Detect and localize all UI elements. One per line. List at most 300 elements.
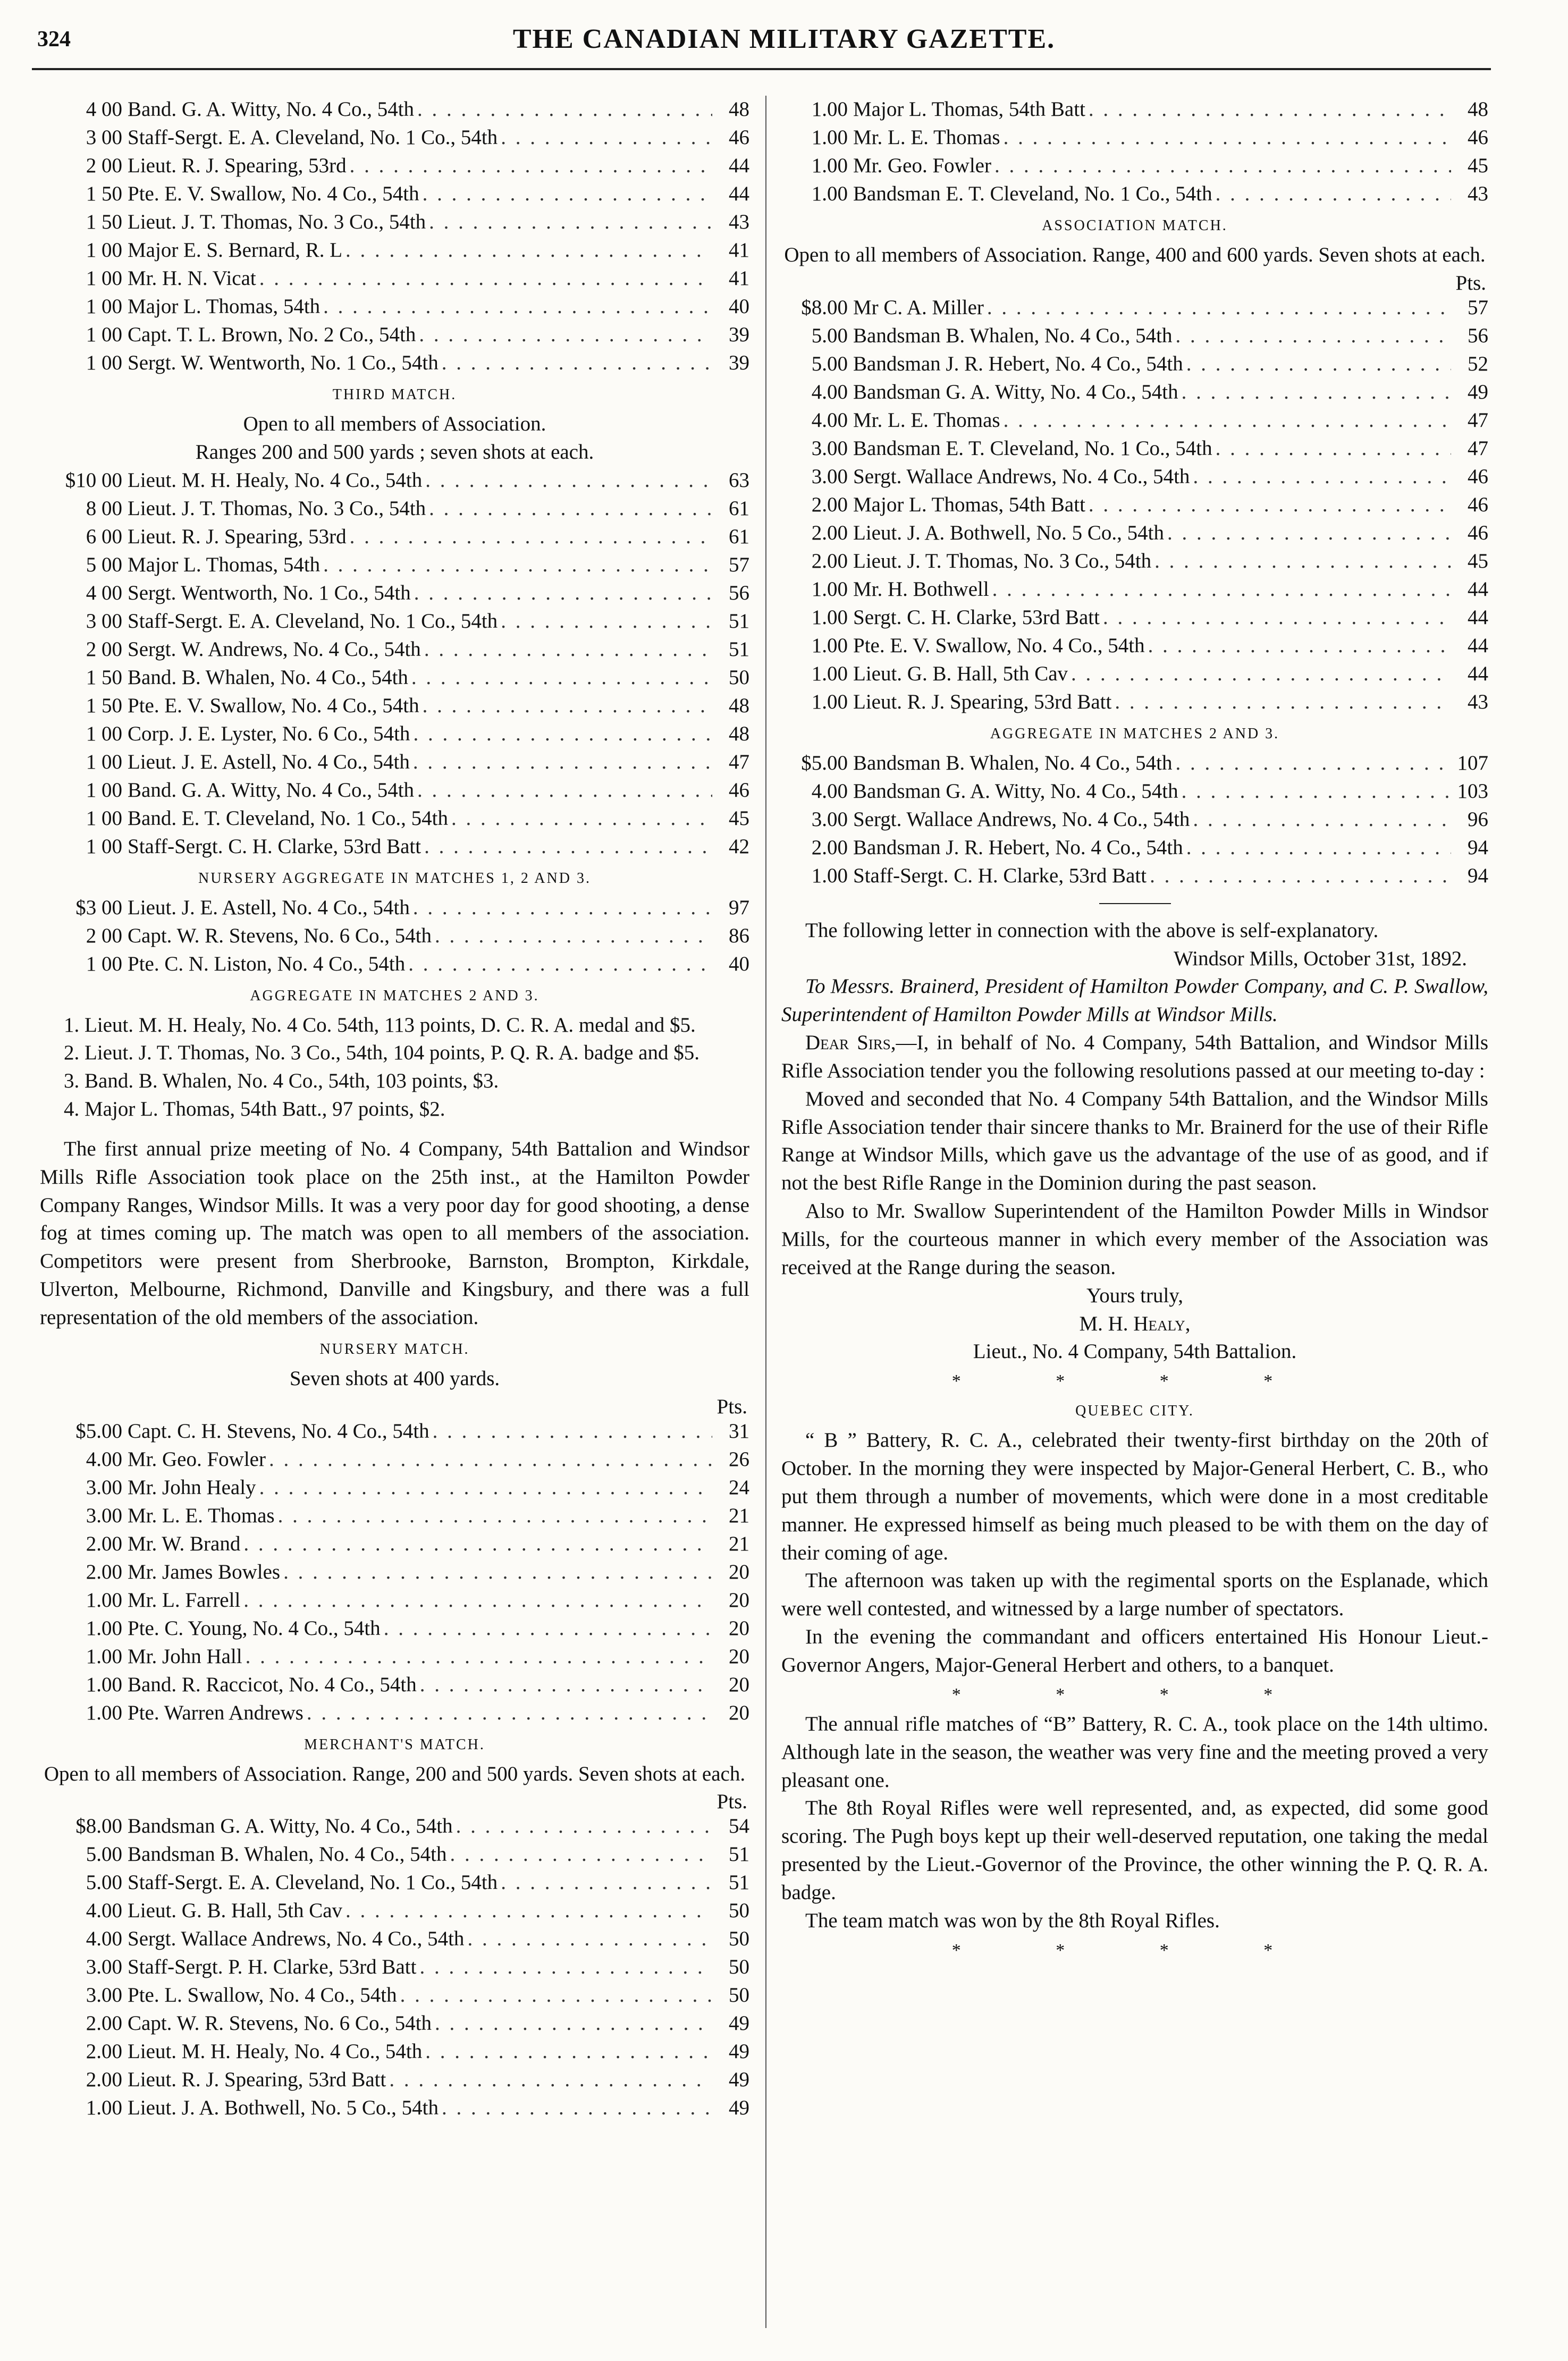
prize-row [781, 834, 1488, 862]
points-value: 50 [729, 665, 749, 689]
prize-amount: 4 00 [86, 98, 122, 121]
prize-amount: 5.00 [86, 1843, 122, 1866]
leader-dots [1145, 632, 1451, 660]
prize-amount: 1.00 [811, 605, 848, 629]
competitor-name: Pte. C. Young, No. 4 Co., 54th [128, 1616, 381, 1640]
prize-row [40, 1502, 749, 1530]
leader-dots [416, 321, 712, 349]
leader-dots [347, 523, 712, 551]
points-value: 86 [729, 924, 749, 947]
prize-amount: 2.00 [86, 1560, 122, 1583]
prize-row [40, 2010, 749, 2038]
prize-amount: $8.00 [801, 296, 848, 319]
prize-row [781, 660, 1488, 688]
section-subtitle: Open to all members of Association. Range, 200 and 500 yards. Seven shots at each. [44, 1762, 746, 1785]
competitor-name: Lieut. G. B. Hall, 5th Cav [128, 1899, 343, 1922]
points-value: 44 [1468, 605, 1488, 629]
prize-amount: 4.00 [86, 1447, 122, 1471]
article-paragraph: “ B ” Battery, R. C. A., celebrated their twenty-first birthday on the 20th of October. In the morning they were inspected by Major-General Herbert, C. B., who put them through a number of movements, which were done in a most creditable manner. He expressed himself as being much pleased to be with them on the day of their coming of age. [781, 1429, 1488, 1564]
competitor-name: Major L. Thomas, 54th [128, 295, 321, 318]
prize-row [40, 1925, 749, 1953]
prize-row [781, 124, 1488, 152]
points-value: 50 [729, 1955, 749, 1979]
letter-text: —I, in behalf of No. 4 Company, 54th Battalion, and Windsor Mills Rifle Association tender you the following resolutions passed at our meeting to-day : [781, 1031, 1488, 1082]
leader-dots [1068, 660, 1451, 688]
leader-dots [347, 152, 712, 180]
competitor-name: Bandsman J. R. Hebert, No. 4 Co., 54th [853, 836, 1183, 859]
prize-row [40, 293, 749, 321]
leader-dots [426, 495, 712, 523]
leader-dots [1212, 435, 1451, 463]
competitor-name: Mr C. A. Miller [853, 296, 984, 319]
leader-dots [439, 349, 712, 377]
leader-dots [320, 293, 712, 321]
letter-signer-title: Lieut., No. 4 Company, 54th Battalion. [973, 1340, 1297, 1363]
prize-amount: 4.00 [811, 779, 848, 803]
prize-amount: 1 00 [86, 323, 122, 346]
points-value: 20 [729, 1616, 749, 1640]
prize-row [781, 491, 1488, 519]
competitor-name: Capt. C. H. Stevens, No. 4 Co., 54th [128, 1419, 429, 1443]
points-value: 51 [729, 1871, 749, 1894]
leader-dots [397, 1981, 712, 2010]
leader-dots [240, 1530, 712, 1558]
leader-dots [1085, 96, 1451, 124]
leader-dots [421, 636, 712, 664]
competitor-name: Bandsman B. Whalen, No. 4 Co., 54th [853, 751, 1173, 774]
prize-amount: $10 00 [65, 468, 122, 492]
prize-amount: 1 00 [86, 722, 122, 745]
competitor-name: Mr. L. E. Thomas [853, 126, 1000, 149]
article-paragraph: The annual rifle matches of “B” Battery, R. C. A., took place on the 14th ultimo. Although late in the season, the weather was very fine and the meeting proved a very pleasant one. [781, 1712, 1488, 1792]
letter-intro: The following letter in connection with the above is self-explanatory. [805, 918, 1379, 942]
leader-dots [275, 1502, 712, 1530]
competitor-name: Lieut. R. J. Spearing, 53rd [128, 525, 347, 548]
prize-amount: 1.00 [86, 1673, 122, 1696]
prize-amount: 1 00 [86, 750, 122, 773]
prize-row [40, 321, 749, 349]
points-value: 48 [729, 722, 749, 745]
points-value: 54 [729, 1815, 749, 1838]
prize-amount: 1.00 [811, 662, 848, 685]
leader-dots [1190, 463, 1451, 491]
aggregate-item: 2. Lieut. J. T. Thomas, No. 3 Co., 54th, 104 points, P. Q. R. A. badge and $5. [64, 1041, 699, 1065]
leader-dots [1085, 491, 1451, 519]
prize-row [40, 748, 749, 777]
letter-address: To Messrs. Brainerd, President of Hamilton Powder Company, and C. P. Swallow, Superintendent of Hamilton Powder Mills at Windsor Mills. [781, 975, 1488, 1026]
prize-amount: $5.00 [801, 751, 848, 774]
leader-dots [432, 2010, 712, 2038]
points-value: 43 [729, 210, 749, 233]
prize-list [40, 96, 749, 377]
competitor-name: Major L. Thomas, 54th Batt [853, 493, 1085, 516]
prize-row [781, 749, 1488, 778]
competitor-name: Mr. W. Brand [128, 1532, 241, 1555]
competitor-name: Lieut. M. H. Healy, No. 4 Co., 54th [128, 2040, 423, 2063]
competitor-name: Bandsman J. R. Hebert, No. 4 Co., 54th [853, 352, 1183, 375]
competitor-name: Mr. L. E. Thomas [128, 1504, 275, 1527]
prize-row [40, 265, 749, 293]
prize-row [40, 1615, 749, 1643]
letter-closing: Yours truly, [1086, 1284, 1184, 1307]
competitor-name: Staff-Sergt. E. A. Cleveland, No. 1 Co., 54th [128, 1871, 498, 1894]
prize-amount: 1.00 [811, 690, 848, 713]
points-value: 43 [1468, 182, 1488, 205]
prize-row [40, 777, 749, 805]
leader-dots [1183, 834, 1451, 862]
prize-amount: 2.00 [86, 2040, 122, 2063]
prize-amount: $5.00 [75, 1419, 122, 1443]
leader-dots [240, 1587, 712, 1615]
prize-amount: $8.00 [75, 1815, 122, 1838]
prize-list [781, 96, 1488, 208]
competitor-name: Lieut. J. T. Thomas, No. 3 Co., 54th [128, 210, 426, 233]
points-value: 40 [729, 952, 749, 975]
competitor-name: Staff-Sergt. E. A. Cleveland, No. 1 Co., 54th [128, 609, 498, 633]
points-value: 46 [1468, 493, 1488, 516]
leader-dots [410, 748, 712, 777]
competitor-name: Mr. H. N. Vicat [128, 267, 256, 290]
prize-amount: 2.00 [86, 2012, 122, 2035]
competitor-name: Pte. Warren Andrews [128, 1701, 304, 1724]
competitor-name: Lieut. J. T. Thomas, No. 3 Co., 54th [128, 496, 426, 520]
prize-row [781, 519, 1488, 547]
section-heading: AGGREGATE IN MATCHES 2 AND 3. [990, 725, 1280, 742]
competitor-name: Sergt. C. H. Clarke, 53rd Batt [853, 605, 1100, 629]
prize-amount: 4.00 [811, 408, 848, 432]
leader-dots [1164, 519, 1451, 547]
prize-row [40, 495, 749, 523]
prize-row [40, 720, 749, 748]
article-paragraph: The afternoon was taken up with the regimental sports on the Esplanade, which were well contested, and witnessed by a large number of spectators. [781, 1569, 1488, 1621]
prize-amount: 1 00 [86, 239, 122, 262]
leader-dots [1172, 322, 1451, 350]
competitor-name: Lieut. R. J. Spearing, 53rd Batt [128, 2068, 386, 2092]
prize-row [40, 180, 749, 208]
prize-row [40, 692, 749, 720]
leader-dots [342, 1897, 712, 1925]
prize-amount: 1.00 [811, 98, 848, 121]
prize-row [781, 294, 1488, 322]
prize-row [40, 1897, 749, 1925]
leader-dots [422, 467, 712, 495]
points-value: 56 [1468, 324, 1488, 347]
points-value: 57 [1468, 296, 1488, 319]
leader-dots [498, 1869, 712, 1897]
section-heading: AGGREGATE IN MATCHES 2 AND 3. [250, 987, 539, 1004]
competitor-name: Lieut. J. A. Bothwell, No. 5 Co., 54th [128, 2096, 439, 2120]
leader-dots [429, 1418, 712, 1446]
points-value: 46 [1468, 465, 1488, 488]
prize-amount: 1 00 [86, 295, 122, 318]
leader-dots [991, 152, 1451, 180]
leader-dots [426, 208, 712, 237]
prize-row [40, 208, 749, 237]
prize-amount: 1 50 [86, 182, 122, 205]
competitor-name: Major L. Thomas, 54th [128, 553, 321, 576]
leader-dots [1147, 862, 1451, 890]
prize-amount: 2.00 [811, 549, 848, 572]
leader-dots [1100, 604, 1451, 632]
points-column-label: Pts. [716, 1790, 747, 1814]
competitor-name: Sergt. W. Wentworth, No. 1 Co., 54th [128, 351, 439, 374]
left-column [40, 96, 749, 2122]
prize-row [781, 862, 1488, 890]
prize-amount: 4.00 [86, 1899, 122, 1922]
competitor-name: Pte. E. V. Swallow, No. 4 Co., 54th [128, 694, 419, 717]
section-rule [1099, 903, 1171, 904]
leader-dots [1183, 350, 1451, 378]
section-heading: THIRD MATCH. [332, 386, 457, 403]
points-value: 50 [729, 1899, 749, 1922]
leader-dots [984, 294, 1451, 322]
leader-dots [421, 833, 712, 861]
prize-row [781, 806, 1488, 834]
points-value: 47 [729, 750, 749, 773]
prize-row [40, 636, 749, 664]
points-value: 48 [729, 98, 749, 121]
points-value: 43 [1468, 690, 1488, 713]
points-value: 31 [729, 1419, 749, 1443]
prize-row [40, 1869, 749, 1897]
competitor-name: Staff-Sergt. C. H. Clarke, 53rd Batt [853, 864, 1147, 887]
prize-row [40, 2066, 749, 2094]
competitor-name: Major L. Thomas, 54th Batt [853, 98, 1085, 121]
right-column [781, 96, 1488, 1966]
competitor-name: Band. R. Raccicot, No. 4 Co., 54th [128, 1673, 417, 1696]
prize-row [40, 950, 749, 979]
competitor-name: Pte. E. V. Swallow, No. 4 Co., 54th [853, 634, 1145, 657]
points-value: 44 [1468, 662, 1488, 685]
prize-row [40, 523, 749, 551]
article-paragraph: The 8th Royal Rifles were well represented, and, as expected, did some good scoring. The Pugh boys kept up their well-deserved reputation, one taking the medal presented by the Lieut.-Governor of the Province, the other winning the P. Q. R. A. badge. [781, 1797, 1488, 1904]
points-value: 50 [729, 1984, 749, 2007]
prize-amount: 1 00 [86, 778, 122, 802]
competitor-name: Mr. Geo. Fowler [128, 1447, 266, 1471]
prize-row [40, 1530, 749, 1558]
prize-amount: 1.00 [811, 126, 848, 149]
prize-amount: 1.00 [811, 864, 848, 887]
prize-list [40, 467, 749, 861]
prize-row [40, 1587, 749, 1615]
prize-row [781, 604, 1488, 632]
prize-amount: 1.00 [811, 577, 848, 601]
prize-row [40, 237, 749, 265]
article-paragraph: The team match was won by the 8th Royal Rifles. [805, 1909, 1220, 1932]
leader-dots [1000, 407, 1451, 435]
prize-row [781, 407, 1488, 435]
prize-amount: 1 00 [86, 351, 122, 374]
section-heading: MERCHANT'S MATCH. [304, 1736, 485, 1753]
section-heading: QUEBEC CITY. [1075, 1403, 1194, 1420]
letter-paragraph [781, 1029, 1488, 1085]
prize-row [40, 1643, 749, 1671]
prize-row [40, 1841, 749, 1869]
aggregate-item: 1. Lieut. M. H. Healy, No. 4 Co. 54th, 113 points, D. C. R. A. medal and $5. [64, 1013, 696, 1036]
leader-dots [419, 692, 712, 720]
points-value: 97 [729, 896, 749, 919]
prize-row [40, 551, 749, 579]
leader-dots [256, 1474, 712, 1502]
section-subtitle: Ranges 200 and 500 yards ; seven shots at each. [195, 440, 594, 463]
leader-dots [320, 551, 712, 579]
leader-dots [256, 265, 712, 293]
points-value: 56 [729, 581, 749, 604]
competitor-name: Lieut. J. E. Astell, No. 4 Co., 54th [128, 896, 410, 919]
prize-row [781, 547, 1488, 576]
prize-row [40, 805, 749, 833]
prize-list [40, 1418, 749, 1727]
points-column-label: Pts. [1455, 271, 1486, 294]
prize-amount: 3.00 [86, 1475, 122, 1499]
competitor-name: Bandsman B. Whalen, No. 4 Co., 54th [128, 1843, 447, 1866]
points-value: 103 [1457, 779, 1488, 803]
competitor-name: Lieut. G. B. Hall, 5th Cav [853, 662, 1068, 685]
prize-row [40, 579, 749, 608]
points-value: 21 [729, 1532, 749, 1555]
competitor-name: Staff-Sergt. C. H. Clarke, 53rd Batt [128, 834, 421, 858]
leader-dots [1190, 806, 1451, 834]
prize-amount: 3.00 [86, 1955, 122, 1979]
prize-row [781, 576, 1488, 604]
competitor-name: Mr. John Healy [128, 1475, 256, 1499]
competitor-name: Pte. C. N. Liston, No. 4 Co., 54th [128, 952, 406, 975]
competitor-name: Staff-Sergt. P. H. Clarke, 53rd Batt [128, 1955, 417, 1979]
section-separator: * * * * [951, 1371, 1318, 1392]
prize-amount: 2 00 [86, 637, 122, 661]
points-value: 44 [1468, 634, 1488, 657]
points-value: 49 [729, 2012, 749, 2035]
points-value: 61 [729, 496, 749, 520]
leader-dots [419, 180, 712, 208]
points-value: 94 [1468, 836, 1488, 859]
prize-amount: 5.00 [86, 1871, 122, 1894]
points-value: 20 [729, 1645, 749, 1668]
points-value: 39 [729, 323, 749, 346]
prize-amount: 1.00 [86, 2096, 122, 2120]
points-value: 51 [729, 609, 749, 633]
prize-row [40, 1671, 749, 1699]
competitor-name: Lieut. J. E. Astell, No. 4 Co., 54th [128, 750, 410, 773]
prize-amount: 3.00 [86, 1504, 122, 1527]
points-value: 26 [729, 1447, 749, 1471]
section-heading: NURSERY AGGREGATE IN MATCHES 1, 2 AND 3. [198, 870, 591, 887]
competitor-name: Capt. W. R. Stevens, No. 6 Co., 54th [128, 2012, 432, 2035]
prize-amount: 2.00 [811, 836, 848, 859]
leader-dots [342, 237, 712, 265]
points-value: 20 [729, 1588, 749, 1612]
letter-paragraph: Moved and seconded that No. 4 Company 54th Battalion, and the Windsor Mills Rifle Association tender thair sincere thanks to Mr. Brainerd for the use of their Rifle Range at Windsor Mills, which gave us the advantage of the use of as good, and if not the best Rifle Range in the Dominion during the past season. [781, 1087, 1488, 1195]
leader-dots [1178, 778, 1451, 806]
prize-row [781, 778, 1488, 806]
leader-dots [498, 124, 712, 152]
competitor-name: Bandsman G. A. Witty, No. 4 Co., 54th [853, 779, 1178, 803]
competitor-name: Mr. L. Farrell [128, 1588, 241, 1612]
points-value: 24 [729, 1475, 749, 1499]
competitor-name: Pte. L. Swallow, No. 4 Co., 54th [128, 1984, 397, 2007]
leader-dots [266, 1446, 712, 1474]
prize-amount: 8 00 [86, 496, 122, 520]
competitor-name: Sergt. Wallace Andrews, No. 4 Co., 54th [128, 1927, 465, 1951]
leader-dots [498, 608, 712, 636]
prize-row [40, 152, 749, 180]
prize-amount: 1.00 [811, 634, 848, 657]
prize-row [781, 463, 1488, 491]
newspaper-title: THE CANADIAN MILITARY GAZETTE. [512, 24, 1056, 54]
section-subtitle: Open to all members of Association. [243, 412, 546, 435]
leader-dots [1151, 547, 1451, 576]
prize-row [40, 467, 749, 495]
points-value: 45 [729, 806, 749, 830]
competitor-name: Bandsman E. T. Cleveland, No. 1 Co., 54th [853, 436, 1212, 460]
points-value: 49 [729, 2068, 749, 2092]
prize-amount: $3 00 [75, 896, 122, 919]
prize-list [781, 749, 1488, 890]
leader-dots [411, 579, 712, 608]
prize-amount: 3.00 [811, 807, 848, 831]
points-value: 47 [1468, 436, 1488, 460]
prize-row [781, 152, 1488, 180]
prize-amount: 3 00 [86, 609, 122, 633]
letter-salutation: Dear Sirs, [805, 1031, 896, 1055]
leader-dots [1000, 124, 1451, 152]
competitor-name: Bandsman G. A. Witty, No. 4 Co., 54th [853, 380, 1178, 403]
prize-amount: 1 00 [86, 834, 122, 858]
competitor-name: Bandsman G. A. Witty, No. 4 Co., 54th [128, 1815, 453, 1838]
points-column-label: Pts. [716, 1395, 747, 1418]
points-value: 49 [729, 2040, 749, 2063]
prize-row [40, 833, 749, 861]
competitor-name: Staff-Sergt. E. A. Cleveland, No. 1 Co., 54th [128, 126, 498, 149]
leader-dots [410, 894, 712, 922]
article-paragraph: The first annual prize meeting of No. 4 Company, 54th Battalion and Windsor Mills Rifle Association took place on the 25th inst., at the Hamilton Powder Company Ranges, Windsor Mills. It was a very poor day for good shooting, a dense fog at times coming up. The match was open to all members of the association. Competitors were present from Sherbrooke, Barnston, Brompton, Kirkdale, Ulverton, Melbourne, Richmond, Danville and Kingsbury, and there was a full representation of the old members of the association. [40, 1137, 749, 1329]
competitor-name: Major E. S. Bernard, R. L [128, 239, 343, 262]
prize-row [40, 922, 749, 950]
points-value: 57 [729, 553, 749, 576]
prize-amount: 2 00 [86, 154, 122, 177]
points-value: 45 [1468, 549, 1488, 572]
points-value: 50 [729, 1927, 749, 1951]
prize-row [781, 632, 1488, 660]
competitor-name: Lieut. M. H. Healy, No. 4 Co., 54th [128, 468, 423, 492]
competitor-name: Band. G. A. Witty, No. 4 Co., 54th [128, 778, 415, 802]
leader-dots [417, 1671, 712, 1699]
prize-row [40, 608, 749, 636]
points-value: 46 [729, 126, 749, 149]
prize-amount: 2.00 [86, 1532, 122, 1555]
prize-list [40, 894, 749, 979]
prize-row [781, 435, 1488, 463]
competitor-name: Sergt. Wallace Andrews, No. 4 Co., 54th [853, 465, 1190, 488]
letter-signer: M. H. Healy, [1079, 1312, 1191, 1335]
points-value: 20 [729, 1701, 749, 1724]
leader-dots [416, 1953, 712, 1981]
points-value: 46 [729, 778, 749, 802]
competitor-name: Lieut. J. T. Thomas, No. 3 Co., 54th [853, 549, 1152, 572]
section-subtitle: Seven shots at 400 yards. [289, 1367, 500, 1390]
competitor-name: Lieut. R. J. Spearing, 53rd Batt [853, 690, 1112, 713]
competitor-name: Mr. L. E. Thomas [853, 408, 1000, 432]
column-divider [765, 96, 766, 2328]
points-value: 94 [1468, 864, 1488, 887]
prize-row [40, 1474, 749, 1502]
page-number: 324 [37, 27, 71, 52]
points-value: 47 [1468, 408, 1488, 432]
aggregate-item: 3. Band. B. Whalen, No. 4 Co., 54th, 103 points, $3. [64, 1069, 499, 1093]
leader-dots [1172, 749, 1451, 778]
leader-dots [989, 576, 1451, 604]
prize-row [40, 1699, 749, 1727]
